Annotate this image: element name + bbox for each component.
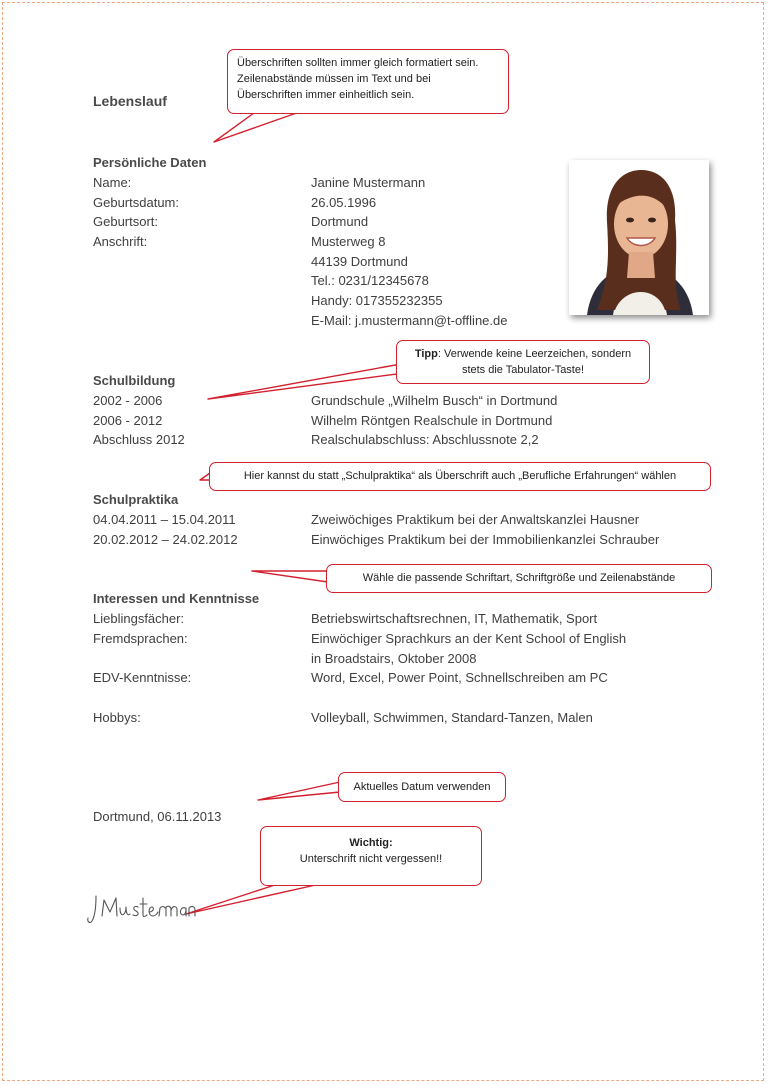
internship-row-2-text: Einwöchiges Praktikum bei der Immobilienkanzlei Schrauber [311, 532, 660, 547]
callout-tip [396, 340, 650, 384]
school-row-2-text: Wilhelm Röntgen Realschule in Dortmund [311, 413, 553, 428]
callout-tip-label: Tipp [414, 348, 438, 360]
callout-internship [209, 462, 711, 491]
callout-important [260, 826, 482, 886]
email: E-Mail: j.mustermann@t-offline.de [311, 313, 508, 328]
callout-internship-text: Hier kannst du statt „Schulpraktika“ als Überschrift auch „Berufliche Erfahrungen“ wählen [243, 470, 677, 482]
callout-font [326, 564, 712, 593]
callout-headings [227, 49, 509, 114]
languages-value-line-2: in Broadstairs, Oktober 2008 [311, 651, 477, 666]
section-heading-personal: Persönliche Daten [93, 155, 207, 170]
name-value: Janine Mustermann [311, 175, 426, 190]
mobile: Handy: 017355232355 [311, 293, 443, 308]
languages-value-line-1: Einwöchiger Sprachkurs an der Kent School of English [311, 631, 627, 646]
school-row-3-date: Abschluss 2012 [93, 432, 185, 447]
birthplace-label: Geburtsort: [93, 214, 159, 229]
hobbies-label: Hobbys: [93, 710, 141, 725]
section-heading-internships: Schulpraktika [93, 492, 179, 507]
hobbies-value: Volleyball, Schwimmen, Standard-Tanzen, Malen [311, 710, 593, 725]
address-city: 44139 Dortmund [311, 254, 408, 269]
callout-headings-text: Überschriften sollten immer gleich formatiert sein. Zeilenabstände müssen im Text und bei Überschriften immer einheitlich sein. [237, 57, 479, 101]
address-street: Musterweg 8 [311, 234, 386, 249]
school-row-1-date: 2002 - 2006 [93, 393, 163, 408]
page-title: Lebenslauf [93, 93, 167, 109]
section-heading-interests: Interessen und Kenntnisse [93, 591, 260, 606]
languages-label: Fremdsprachen: [93, 631, 188, 646]
it-skills-label: EDV-Kenntnisse: [93, 670, 192, 685]
school-row-1-text: Grundschule „Wilhelm Busch“ in Dortmund [311, 393, 558, 408]
subjects-label: Lieblingsfächer: [93, 611, 185, 626]
internship-row-1-date: 04.04.2011 – 15.04.2011 [93, 512, 236, 527]
it-skills-value: Word, Excel, Power Point, Schnellschreiben am PC [311, 670, 608, 685]
internship-row-2-date: 20.02.2012 – 24.02.2012 [93, 532, 238, 547]
portrait-photo [569, 160, 709, 315]
callout-date [338, 772, 506, 802]
pointer-headings [214, 110, 305, 142]
callout-tip-text: : Verwende keine Leerzeichen, sondern stets die Tabulator-Taste! [437, 348, 632, 376]
school-row-2-date: 2006 - 2012 [93, 413, 163, 428]
place-date: Dortmund, 06.11.2013 [93, 809, 222, 824]
callout-font-text: Wähle die passende Schriftart, Schriftgröße und Zeilenabstände [362, 572, 676, 584]
name-label: Name: [93, 175, 132, 190]
birthdate-label: Geburtsdatum: [93, 195, 179, 210]
callout-important-text: Unterschrift nicht vergessen!! [299, 853, 443, 865]
handwritten-signature [86, 892, 196, 926]
address-label: Anschrift: [93, 234, 148, 249]
callout-date-text: Aktuelles Datum verwenden [353, 781, 491, 793]
birthdate-value: 26.05.1996 [311, 195, 377, 210]
internship-row-1-text: Zweiwöchiges Praktikum bei der Anwaltskanzlei Hausner [311, 512, 640, 527]
pointer-date [258, 782, 340, 800]
callout-important-title: Wichtig: [349, 837, 393, 849]
section-heading-school: Schulbildung [93, 373, 176, 388]
birthplace-value: Dortmund [311, 214, 369, 229]
phone: Tel.: 0231/12345678 [311, 273, 429, 288]
school-row-3-text: Realschulabschluss: Abschlussnote 2,2 [311, 432, 539, 447]
pointer-font [252, 571, 328, 582]
subjects-value: Betriebswirtschaftsrechnen, IT, Mathematik, Sport [311, 611, 598, 626]
